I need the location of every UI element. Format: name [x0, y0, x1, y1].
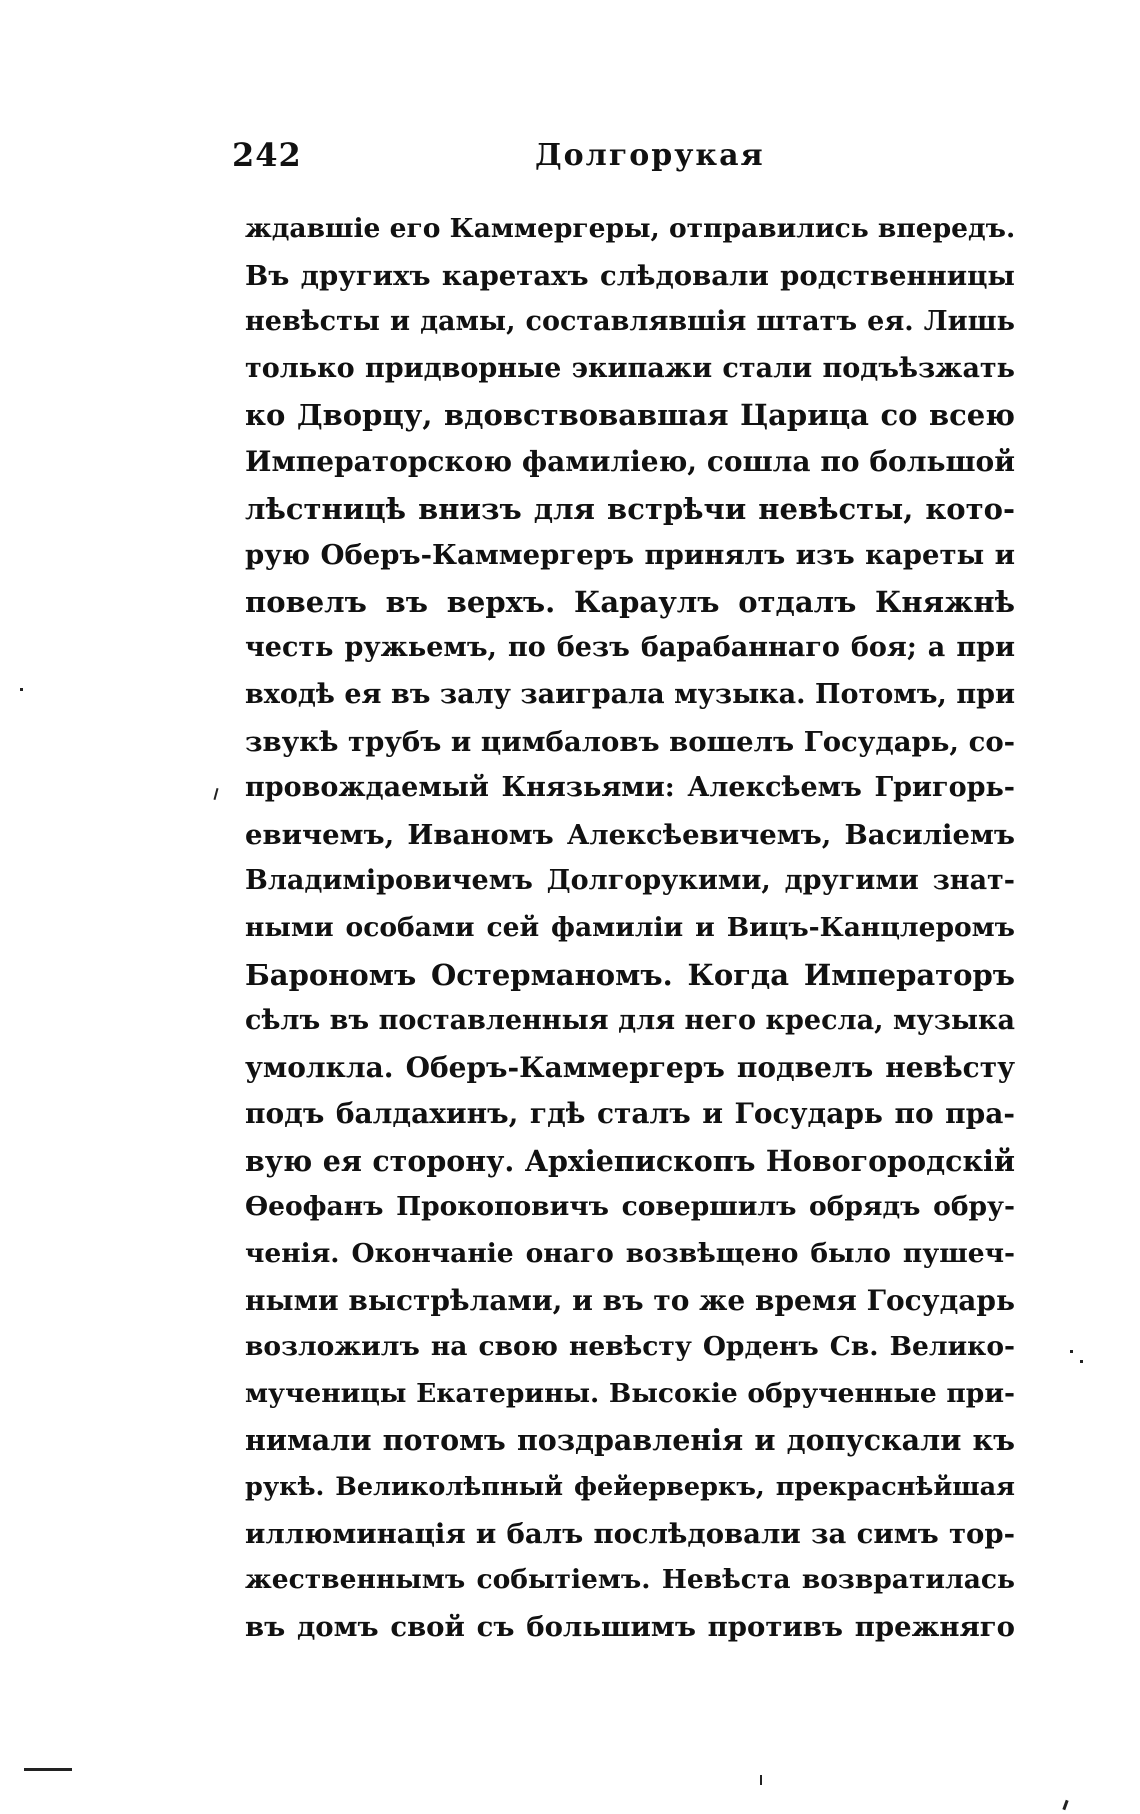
text-line: рую Оберъ-Каммергеръ принялъ изъ кареты и	[245, 539, 1015, 572]
text-line: Въ другихъ каретахъ слѣдовали родственницы	[245, 259, 1015, 292]
scan-artifact-tick	[760, 1775, 762, 1785]
text-line: иллюминація и балъ послѣдовали за симъ тор-	[245, 1517, 1015, 1550]
text-line: Императорскою фамиліею, сошла по большой	[245, 444, 1015, 478]
text-line: рукѣ. Великолѣпный фейерверкъ, прекраснѣйшая	[245, 1472, 1015, 1503]
scan-artifact-dot	[1080, 1360, 1083, 1363]
text-line: честь ружьемъ, по безъ барабаннаго боя; а при	[245, 632, 1015, 664]
body-text	[245, 206, 1015, 1650]
text-line: ченія. Окончаніе онаго возвѣщено было пушеч-	[245, 1238, 1015, 1270]
text-line: звукѣ трубъ и цимбаловъ вошелъ Государь, со-	[245, 725, 1015, 758]
text-line: въ домъ свой съ большимъ противъ прежняго	[245, 1610, 1015, 1643]
text-line: подъ балдахинъ, гдѣ сталъ и Государь по пра-	[245, 1097, 1015, 1131]
text-line: лѣстницѣ внизъ для встрѣчи невѣсты, кото-	[245, 491, 1015, 526]
text-line: мученицы Екатерины. Высокіе обрученные при-	[245, 1377, 1015, 1409]
text-line: ко Дворцу, вдовствовавшая Царица со всею	[245, 398, 1015, 433]
text-line: возложилъ на свою невѣсту Орденъ Св. Велико-	[245, 1331, 1015, 1363]
scan-artifact-dot	[1070, 1350, 1073, 1353]
text-line: Барономъ Остерманомъ. Когда Императоръ	[245, 957, 1015, 992]
text-line: нимали потомъ поздравленія и допускали къ	[245, 1423, 1015, 1458]
page-header	[232, 136, 1012, 186]
text-line: провождаемый Князьями: Алексѣемъ Григорь-	[245, 772, 1015, 804]
scan-artifact-tick	[1062, 1800, 1068, 1810]
text-line: Владиміровичемъ Долгорукими, другими знат-	[245, 865, 1015, 897]
text-line: жественнымъ событіемъ. Невѣста возвратилась	[245, 1564, 1015, 1596]
text-line: Ѳеофанъ Прокоповичъ совершилъ обрядъ обру-	[245, 1191, 1015, 1223]
text-line: повелъ въ верхъ. Караулъ отдалъ Княжнѣ	[245, 584, 1015, 619]
text-line: сѣлъ въ поставленныя для него кресла, музыка	[245, 1005, 1015, 1037]
scan-artifact-dash	[24, 1768, 72, 1771]
page-number: 242	[232, 136, 302, 174]
text-line: ными выстрѣлами, и въ то же время Государь	[245, 1283, 1015, 1317]
running-title: Долгорукая	[535, 138, 765, 173]
text-line: только придворные экипажи стали подъѣзжать	[245, 352, 1015, 384]
text-line: невѣсты и дамы, составлявшія штатъ ея. Лишь	[245, 306, 1015, 338]
text-line: вую ея сторону. Архіепископъ Новогородскій	[245, 1143, 1015, 1178]
text-line: ными особами сей фамиліи и Вицъ-Канцлеромъ	[245, 911, 1015, 943]
text-line: ждавшіе его Каммергеры, отправились впередъ.	[245, 213, 1015, 244]
scan-artifact-tick	[213, 788, 218, 800]
text-line: умолкла. Оберъ-Каммергеръ подвелъ невѣсту	[245, 1050, 1015, 1084]
text-line: входѣ ея въ залу заиграла музыка. Потомъ, при	[245, 678, 1015, 710]
scan-artifact-dot	[20, 688, 23, 691]
text-line: евичемъ, Иваномъ Алексѣевичемъ, Василіемъ	[245, 818, 1015, 851]
